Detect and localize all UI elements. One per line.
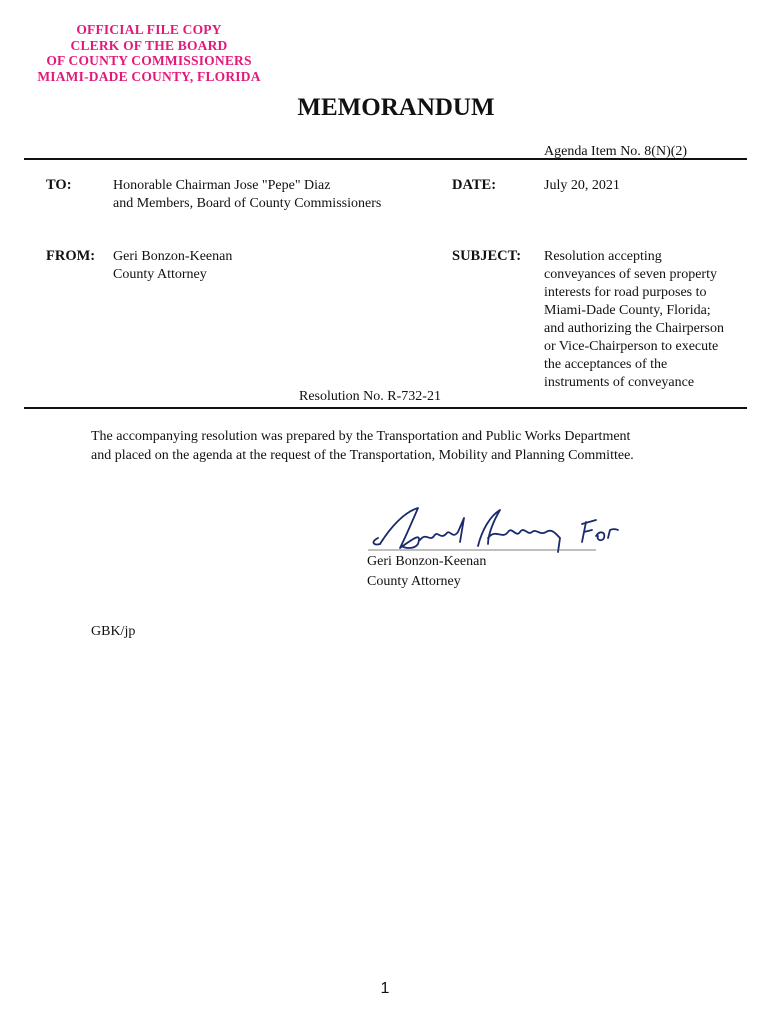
stamp-line: CLERK OF THE BOARD — [70, 37, 228, 53]
subject-line: Miami-Dade County, Florida; — [544, 303, 711, 318]
signature-block — [367, 552, 486, 592]
from-label: FROM: — [46, 248, 96, 264]
subject-label: SUBJECT: — [452, 248, 522, 264]
body-paragraph — [91, 428, 634, 465]
subject-line: Resolution accepting — [544, 249, 662, 264]
header-top-rule — [24, 158, 747, 160]
body-line: The accompanying resolution was prepared by the Transportation and Public Works Department — [91, 429, 631, 444]
to-recipient — [113, 177, 381, 213]
agenda-item-number: Agenda Item No. 8(N)(2) — [544, 144, 688, 159]
subject-line: or Vice-Chairperson to execute — [544, 339, 719, 354]
signatory-name: Geri Bonzon-Keenan — [367, 554, 487, 569]
subject-line: the acceptances of the — [544, 357, 668, 372]
from-line: Geri Bonzon-Keenan — [113, 249, 233, 264]
to-line: Honorable Chairman Jose "Pepe" Diaz — [113, 178, 331, 193]
official-file-copy-stamp — [34, 22, 264, 84]
subject-line: and authorizing the Chairperson — [544, 321, 725, 336]
resolution-number: Resolution No. R-732-21 — [299, 389, 441, 404]
handwritten-signature — [360, 498, 620, 560]
page-number: 1 — [380, 980, 390, 997]
typist-initials: GBK/jp — [91, 624, 136, 639]
subject-line: instruments of conveyance — [544, 375, 695, 390]
body-line: and placed on the agenda at the request of the Transportation, Mobility and Planning Committee. — [91, 447, 634, 463]
subject-text — [544, 248, 724, 392]
to-label: TO: — [46, 177, 72, 193]
stamp-line: OF COUNTY COMMISSIONERS — [46, 53, 252, 68]
subject-line: interests for road purposes to — [544, 285, 707, 300]
date-label: DATE: — [452, 177, 497, 193]
date-value: July 20, 2021 — [544, 178, 620, 193]
stamp-line: MIAMI-DADE COUNTY, FLORIDA — [37, 68, 261, 84]
subject-line: conveyances of seven property — [544, 267, 717, 282]
stamp-line: OFFICIAL FILE COPY — [76, 22, 222, 37]
signatory-title: County Attorney — [367, 574, 461, 589]
from-line: County Attorney — [113, 267, 207, 282]
header-bottom-rule — [24, 407, 747, 409]
memo-title: MEMORANDUM — [297, 94, 495, 121]
from-sender — [113, 248, 232, 284]
to-line: and Members, Board of County Commissioners — [113, 196, 382, 211]
